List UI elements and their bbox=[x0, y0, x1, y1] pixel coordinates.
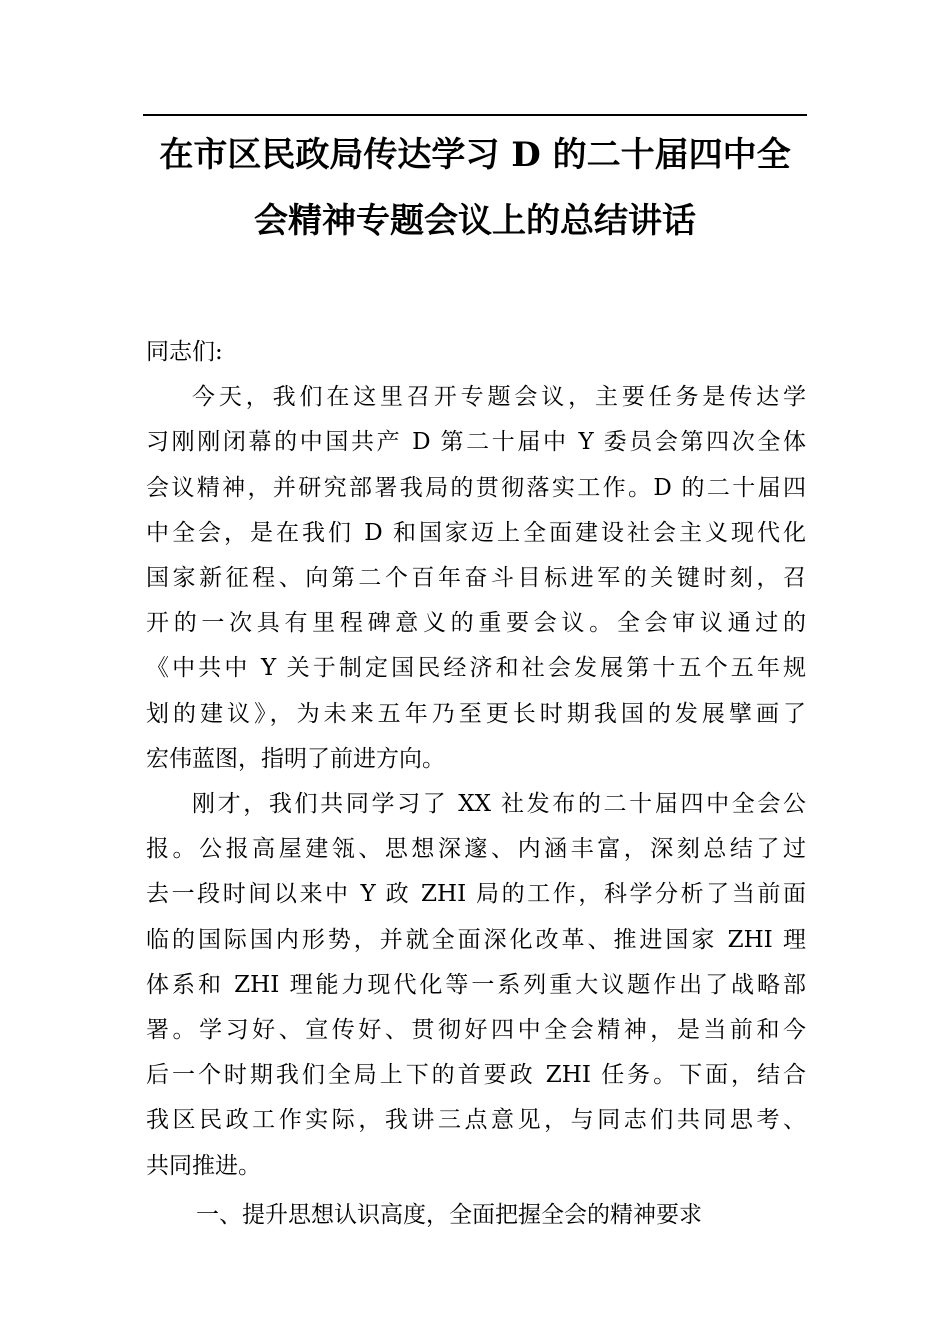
paragraph-line: 报。公报高屋建瓴、思想深邃、内涵丰富，深刻总结了过 bbox=[146, 836, 806, 863]
document-title bbox=[143, 122, 807, 254]
salutation: 同志们: bbox=[146, 339, 223, 365]
paragraph-line: 临的国际国内形势，并就全面深化改革、推进国家 ZHI 理 bbox=[146, 926, 806, 953]
title-line-2: 会精神专题会议上的总结讲话 bbox=[254, 201, 696, 241]
paragraph-2 bbox=[146, 782, 806, 1189]
paragraph-line: 去一段时间以来中 Y 政 ZHI 局的工作，科学分析了当前面 bbox=[146, 881, 806, 908]
paragraph-line: 《中共中 Y 关于制定国民经济和社会发展第十五个五年规 bbox=[146, 655, 806, 682]
title-line-1: 在市区民政局传达学习 D 的二十届四中全 bbox=[159, 135, 791, 175]
paragraph-1 bbox=[146, 375, 806, 782]
paragraph-line: 习刚刚闭幕的中国共产 D 第二十届中 Y 委员会第四次全体 bbox=[146, 429, 806, 456]
paragraph-line: 国家新征程、向第二个百年奋斗目标进军的关键时刻，召 bbox=[146, 565, 806, 592]
paragraph-line: 会议精神，并研究部署我局的贯彻落实工作。D 的二十届四 bbox=[146, 474, 806, 501]
paragraph-line: 今天，我们在这里召开专题会议，主要任务是传达学 bbox=[192, 384, 806, 411]
paragraph-line: 共同推进。 bbox=[146, 1152, 261, 1179]
paragraph-line: 开的一次具有里程碑意义的重要会议。全会审议通过的 bbox=[146, 610, 806, 637]
paragraph-line: 我区民政工作实际，我讲三点意见，与同志们共同思考、 bbox=[146, 1107, 806, 1134]
header-rule bbox=[143, 114, 807, 116]
document-body bbox=[146, 330, 806, 1241]
paragraph-line: 中全会，是在我们 D 和国家迈上全面建设社会主义现代化 bbox=[146, 519, 806, 546]
paragraph-line: 刚才，我们共同学习了 XX 社发布的二十届四中全会公 bbox=[192, 791, 806, 818]
paragraph-line: 划的建议》，为未来五年乃至更长时期我国的发展擘画了 bbox=[146, 700, 806, 727]
paragraph-line: 体系和 ZHI 理能力现代化等一系列重大议题作出了战略部 bbox=[146, 971, 806, 998]
section-heading: 一、提升思想认识高度，全面把握全会的精神要求 bbox=[196, 1201, 702, 1228]
paragraph-line: 后一个时期我们全局上下的首要政 ZHI 任务。下面，结合 bbox=[146, 1062, 806, 1089]
paragraph-line: 宏伟蓝图，指明了前进方向。 bbox=[146, 745, 445, 772]
paragraph-line: 署。学习好、宣传好、贯彻好四中全会精神，是当前和今 bbox=[146, 1017, 806, 1044]
